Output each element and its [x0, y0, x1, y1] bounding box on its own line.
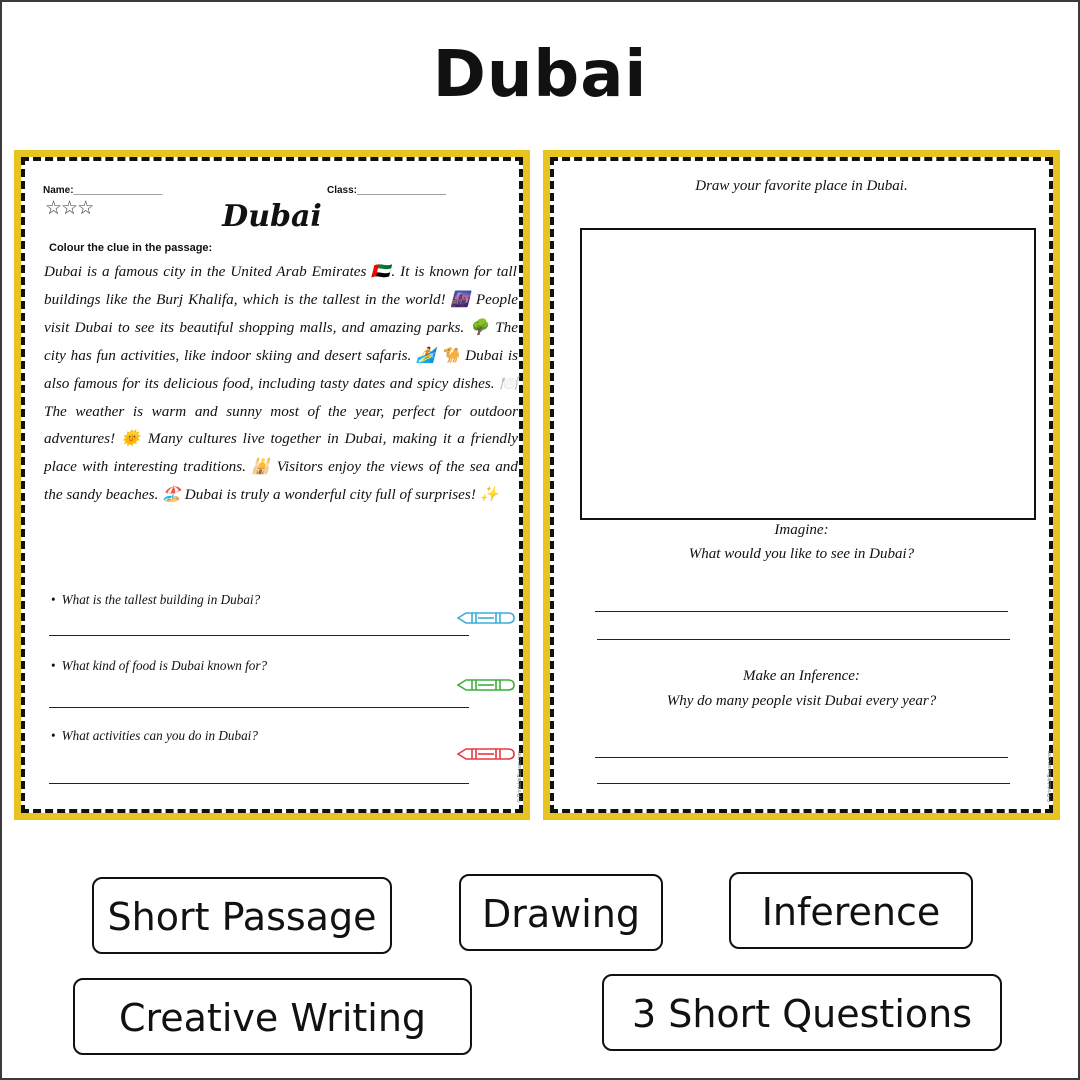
question-1 [51, 592, 260, 608]
question-1-text: What is the tallest building in Dubai? [61, 592, 261, 607]
tag-creative-writing: Creative Writing [73, 978, 472, 1055]
writing-line-1[interactable] [595, 611, 1008, 612]
name-field: Name:________________ [43, 185, 163, 196]
bullet: • [51, 728, 56, 743]
bullet: • [51, 592, 56, 607]
inference-question: Why do many people visit Dubai every year? [666, 693, 937, 709]
question-2 [51, 658, 267, 674]
answer-line-3[interactable] [49, 783, 469, 784]
drawing-box[interactable] [580, 228, 1036, 520]
drawing-worksheet [543, 150, 1060, 820]
blue-crayon-icon [456, 610, 516, 626]
rating-stars: ☆☆☆ [45, 198, 94, 219]
bullet: • [51, 658, 56, 673]
question-3 [51, 728, 258, 744]
writing-line-4[interactable] [597, 783, 1010, 784]
credit-text: © PrintableBazaar.com [1047, 751, 1053, 803]
answer-line-2[interactable] [49, 707, 469, 708]
worksheet-title: Dubai [222, 199, 322, 234]
writing-line-2[interactable] [597, 639, 1010, 640]
writing-line-3[interactable] [595, 757, 1008, 758]
imagine-label: Imagine: [774, 522, 829, 538]
passage-worksheet [14, 150, 530, 820]
tag-short-passage: Short Passage [92, 877, 392, 954]
tag-drawing: Drawing [459, 874, 663, 951]
worksheet-dashed-border [550, 157, 1053, 813]
tag-inference: Inference [729, 872, 973, 949]
class-field: Class:________________ [327, 185, 446, 196]
green-crayon-icon [456, 677, 516, 693]
reading-passage: Dubai is a famous city in the United Arab Emirates 🇦🇪. It is known for tall buildings like the Burj Khalifa, which is the tallest in the world! 🌆 People visit Dubai to see its beautiful shopping malls, and amazing parks. 🌳 The city has fun activities, like indoor skiing and desert safaris. 🏄 🐪 Dubai is also famous for its delicious food, including tasty dates and spicy dishes. 🍽️ The weather is warm and sunny most of the year, perfect for outdoor adventures! 🌞 Many cultures live together in Dubai, making it a friendly place with interesting traditions. 🕌 Visitors enjoy the views of the sea and the sandy beaches. 🏖️ Dubai is truly a wonderful city full of surprises! ✨ [44, 263, 518, 504]
imagine-question: What would you like to see in Dubai? [688, 546, 915, 562]
inference-label: Make an Inference: [743, 668, 860, 684]
page-title: Dubai [432, 38, 648, 112]
question-2-text: What kind of food is Dubai known for? [61, 658, 268, 673]
question-3-text: What activities can you do in Dubai? [61, 728, 258, 743]
worksheet-dashed-border [21, 157, 523, 813]
credit-text: © PrintableBazaar.com [517, 751, 523, 803]
instruction-text: Colour the clue in the passage: [49, 242, 213, 254]
tag-3-short-questions: 3 Short Questions [602, 974, 1002, 1051]
answer-line-1[interactable] [49, 635, 469, 636]
red-crayon-icon [456, 746, 516, 762]
draw-prompt: Draw your favorite place in Dubai. [695, 178, 908, 194]
